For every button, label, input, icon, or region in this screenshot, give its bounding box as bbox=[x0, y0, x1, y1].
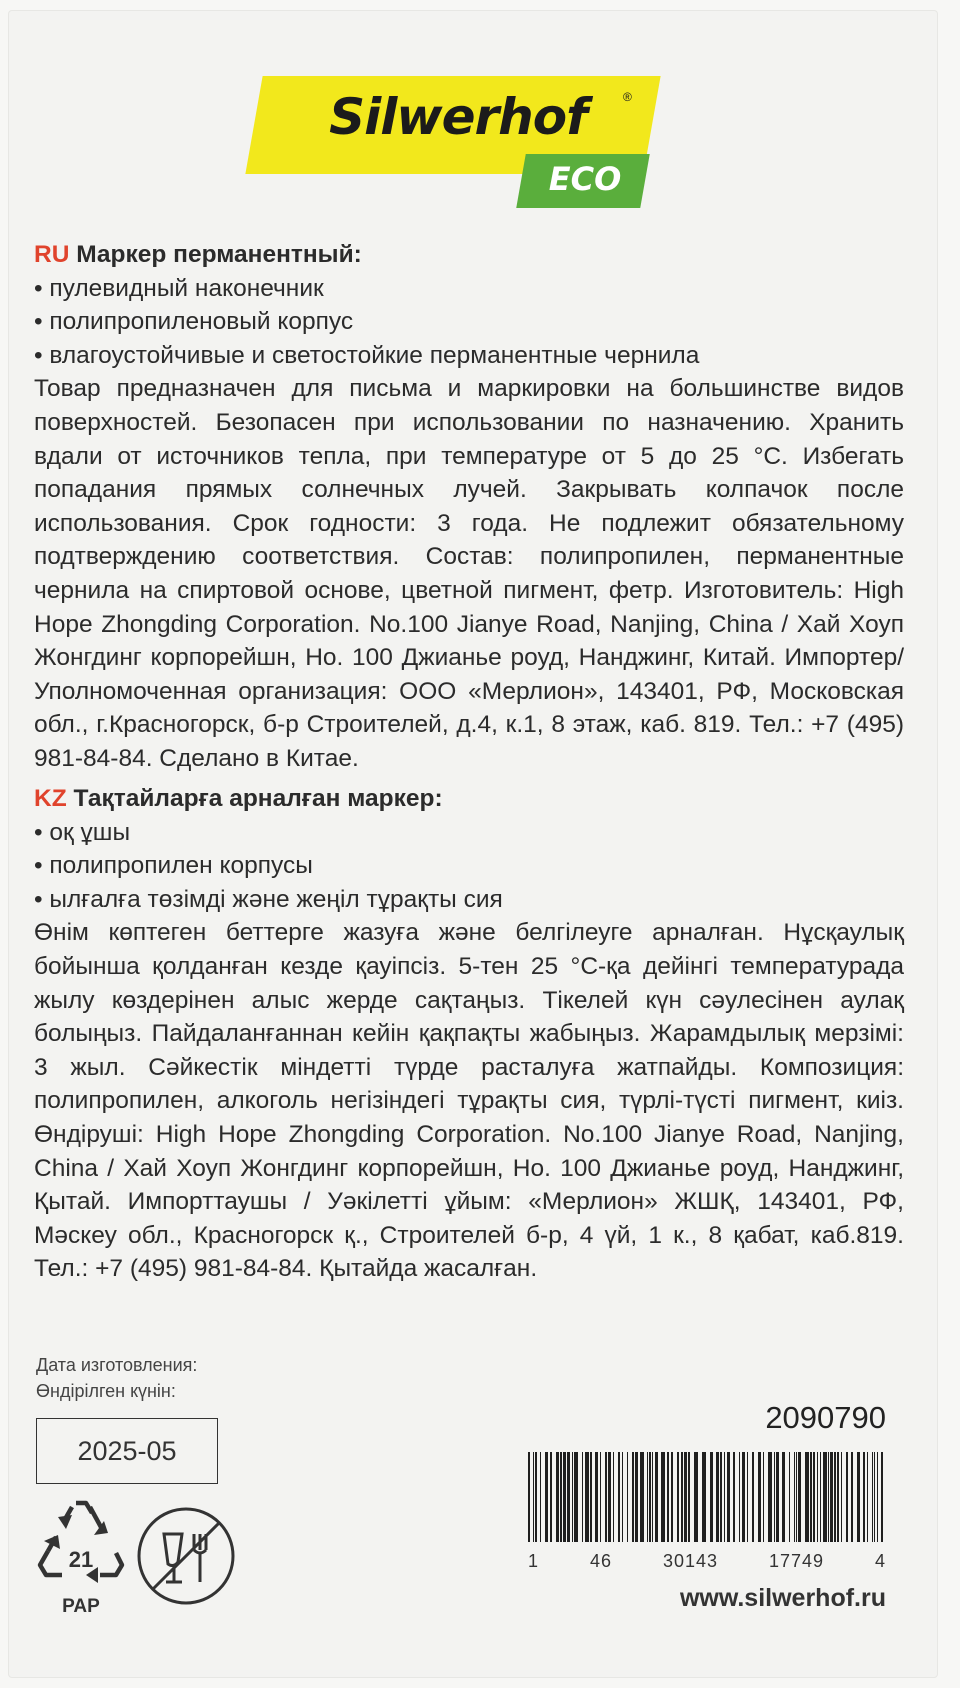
barcode-bar bbox=[600, 1452, 601, 1542]
barcode-bar bbox=[724, 1452, 725, 1542]
barcode-bar bbox=[834, 1452, 836, 1542]
barcode-bar bbox=[618, 1452, 620, 1542]
barcode-bar bbox=[727, 1452, 730, 1542]
barcode-bar bbox=[739, 1452, 740, 1542]
ru-title: Маркер перманентный: bbox=[76, 241, 362, 268]
kz-bullet: • полипропилен корпусы bbox=[34, 849, 904, 883]
recycle-number: 21 bbox=[68, 1547, 94, 1572]
production-date-label-kz: Өндірілген күнін: bbox=[36, 1381, 176, 1401]
barcode-bar bbox=[820, 1452, 821, 1542]
barcode-bar bbox=[877, 1452, 878, 1542]
ru-bullet: • влагоустойчивые и светостойкие перманентные чернила bbox=[34, 339, 904, 373]
barcode-bar bbox=[574, 1452, 578, 1542]
barcode-bar bbox=[733, 1452, 735, 1542]
barcode-bar bbox=[627, 1452, 628, 1542]
barcode-bar bbox=[684, 1452, 687, 1542]
barcode-digit-group: 30143 bbox=[662, 1551, 719, 1571]
barcode-bar bbox=[582, 1452, 583, 1542]
barcode-bar bbox=[563, 1452, 566, 1542]
barcode-bar bbox=[661, 1452, 665, 1542]
barcode-bar bbox=[716, 1452, 719, 1542]
barcode-bar bbox=[613, 1452, 614, 1542]
barcode-bar bbox=[774, 1452, 775, 1542]
ru-section bbox=[34, 238, 904, 776]
barcode-bar bbox=[763, 1452, 764, 1542]
brand-logo bbox=[0, 0, 960, 220]
barcode-bar bbox=[595, 1452, 598, 1542]
barcode-bar bbox=[863, 1452, 865, 1542]
barcode-bar bbox=[881, 1452, 883, 1542]
barcode-bar bbox=[830, 1452, 833, 1542]
barcode-bar bbox=[681, 1452, 683, 1542]
barcode-bar bbox=[556, 1452, 559, 1542]
barcode-bar bbox=[550, 1452, 552, 1542]
barcode-bar bbox=[874, 1452, 875, 1542]
barcode-digit-group: 1 bbox=[528, 1551, 540, 1571]
barcode-bar bbox=[545, 1452, 548, 1542]
barcode-bar bbox=[652, 1452, 653, 1542]
website-link[interactable]: www.silwerhof.ru bbox=[679, 1584, 886, 1612]
barcode-bar bbox=[608, 1452, 611, 1542]
kz-lang-code: KZ bbox=[34, 785, 67, 812]
barcode-bar bbox=[828, 1452, 829, 1542]
barcode-bar bbox=[841, 1452, 842, 1542]
barcode-bar bbox=[688, 1452, 690, 1542]
kz-description: Өнім көптеген беттерге жазуға және белгілеуге арналған. Нұсқаулық бойынша қолданған кезде қауіпсіз. 5-тен 25 °С-қа дейінгі температурада жылу көздерінен алыс жерде сақтаңыз. Тікелей күн сәулесінен аулақ болыңыз. Пайдаланғаннан кейін қақпақты жабыңыз. Жарамдылық мерзімі: 3 жыл. Сәйкестік міндетті түрде расталуға жатпайды. Композиция: полипропилен, алкоголь негізіндегі тұрақты сия, түрлі-түсті пигмент, киіз. Өндіруші: High Hope Zhongding Corporation. No.100 Jianye Road, Nanjing, China / Хай Хоуп Жонгдинг корпорейшн, Но. 100 Джианье роуд, Нанджинг, Қытай. Импорттаушы / Уәкілетті ұйым: «Мерлион» ЖШҚ, 143401, РФ, Мәскеу обл., Красногорск қ., Строителей б-р, 4 үй, 1 к., 8 қабат, каб.819. Тел.: +7 (495) 981-84-84. Қытайда жасалған. bbox=[34, 919, 904, 1283]
barcode-bar bbox=[528, 1452, 530, 1542]
barcode-bar bbox=[813, 1452, 815, 1542]
barcode-bar bbox=[846, 1452, 848, 1542]
barcode-bar bbox=[776, 1452, 779, 1542]
kz-section bbox=[34, 782, 904, 1286]
barcode-bar bbox=[823, 1452, 827, 1542]
logo-registered-mark: ® bbox=[623, 90, 632, 104]
barcode-digit-group: 17749 bbox=[768, 1551, 825, 1571]
production-date-label-ru: Дата изготовления: bbox=[36, 1355, 198, 1375]
barcode-bar bbox=[647, 1452, 648, 1542]
barcode-bar bbox=[742, 1452, 745, 1542]
ru-heading bbox=[34, 238, 904, 272]
barcode-bar bbox=[640, 1452, 644, 1542]
barcode-bar bbox=[535, 1452, 537, 1542]
ru-bullet: • полипропиленовый корпус bbox=[34, 305, 904, 339]
barcode-bar bbox=[710, 1452, 713, 1542]
not-for-food-icon bbox=[134, 1504, 238, 1608]
barcode-bar bbox=[677, 1452, 679, 1542]
barcode-bar bbox=[720, 1452, 722, 1542]
barcode-bar bbox=[632, 1452, 634, 1542]
barcode-bar bbox=[782, 1452, 785, 1542]
kz-bullet: • оқ ұшы bbox=[34, 816, 904, 850]
barcode-bar bbox=[758, 1452, 761, 1542]
barcode-bar bbox=[702, 1452, 706, 1542]
barcode-bar bbox=[667, 1452, 669, 1542]
recycle-icon bbox=[36, 1495, 126, 1605]
barcode-bar bbox=[796, 1452, 797, 1542]
barcode-bar bbox=[752, 1452, 754, 1542]
barcode-digits bbox=[528, 1551, 886, 1572]
ru-description: Товар предназначен для письма и маркировки на большинстве видов поверхностей. Безопасен при использовании по назначению. Хранить вдали от источников тепла, при температуре от 5 до 25 °С. Избегать попадания прямых солнечных лучей. Закрывать колпачок после использования. Срок годности: 3 года. Не подлежит обязательному подтверждению соответствия. Состав: полипропилен, перманентные чернила на спиртовой основе, цветной пигмент, фетр. Изготовитель: High Hope Zhongding Corporation. No.100 Jianye Road, Nanjing, China / Хай Хоуп Жонгдинг корпорейшн, Но. 100 Джианье роуд, Нанджинг, Китай. Импортер/Уполномоченная организация: ООО «Мерлион», 143401, РФ, Московская обл., г.Красногорск, б-р Строителей, д.4, к.1, 8 этаж, каб. 819. Тел.: +7 (495) 981-84-84. Сделано в Китае. bbox=[34, 375, 904, 772]
barcode-digit-group: 4 bbox=[874, 1551, 886, 1571]
barcode-bar bbox=[540, 1452, 541, 1542]
logo-brand-text: Silwerhof bbox=[329, 88, 587, 146]
barcode-bar bbox=[747, 1452, 748, 1542]
barcode-bar bbox=[867, 1452, 868, 1542]
barcode-bar bbox=[533, 1452, 534, 1542]
barcode-bar bbox=[694, 1452, 698, 1542]
barcode-bar bbox=[798, 1452, 801, 1542]
kz-bullet: • ылғалға төзімді және жеңіл тұрақты сия bbox=[34, 883, 904, 917]
ru-bullet: • пулевидный наконечник bbox=[34, 272, 904, 306]
barcode-bar bbox=[872, 1452, 873, 1542]
barcode-bar bbox=[768, 1452, 772, 1542]
barcode-bar bbox=[567, 1452, 570, 1542]
barcode-bar bbox=[817, 1452, 818, 1542]
barcode-bar bbox=[655, 1452, 658, 1542]
barcode-bar bbox=[857, 1452, 860, 1542]
barcode-bar bbox=[805, 1452, 809, 1542]
article-number: 2090790 bbox=[765, 1400, 886, 1435]
barcode-bar bbox=[635, 1452, 638, 1542]
production-date-label bbox=[36, 1352, 197, 1404]
recycle-code: PAP bbox=[62, 1596, 100, 1617]
barcode-bar bbox=[810, 1452, 812, 1542]
barcode-bar bbox=[794, 1452, 795, 1542]
barcode-bar bbox=[649, 1452, 651, 1542]
barcode-bar bbox=[671, 1452, 673, 1542]
kz-heading bbox=[34, 782, 904, 816]
barcode-bar bbox=[622, 1452, 623, 1542]
barcode-bar bbox=[605, 1452, 607, 1542]
barcode-bar bbox=[585, 1452, 589, 1542]
production-date-box: 2025-05 bbox=[36, 1418, 218, 1484]
kz-title: Тақтайларға арналған маркер: bbox=[73, 785, 443, 812]
barcode-digit-group: 46 bbox=[589, 1551, 612, 1571]
barcode-bar bbox=[789, 1452, 790, 1542]
barcode bbox=[528, 1452, 886, 1542]
logo-eco-text: ECO bbox=[548, 160, 622, 198]
barcode-bar bbox=[851, 1452, 853, 1542]
barcode-bar bbox=[837, 1452, 839, 1542]
barcode-bar bbox=[560, 1452, 562, 1542]
barcode-bar bbox=[590, 1452, 592, 1542]
ru-lang-code: RU bbox=[34, 241, 70, 268]
barcode-bar bbox=[572, 1452, 573, 1542]
